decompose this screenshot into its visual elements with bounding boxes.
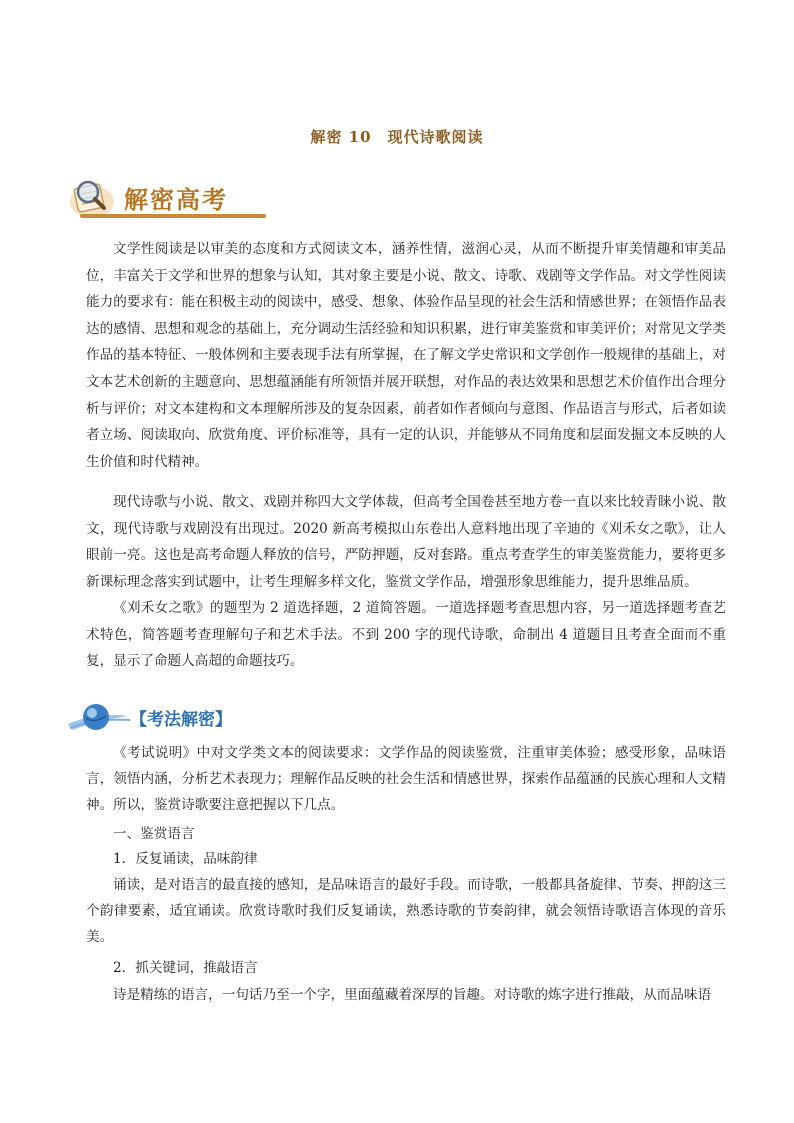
item-text-recite: 诵读，是对语言的最直接的感知，是品味语言的最好手段。而诗歌，一般都具备旋律、节奏、押韵这三个韵律要素，适宜诵读。欣赏诗歌时我们反复诵读，熟悉诗歌的节奏韵律，就会领悟诗歌语言体现的音乐美。	[86, 877, 726, 945]
banner-main-label: 解密高考	[124, 186, 228, 214]
intro-paragraph-1: 文学性阅读是以审美的态度和方式阅读文本，涵养性情，滋润心灵，从而不断提升审美情趣和审美品位，丰富关于文学和世界的想象与认知，其对象主要是小说、散文、诗歌、戏剧等文学作品。对文学性阅读能力的要求有：能在积极主动的阅读中，感受、想象、体验作品呈现的社会生活和情感世界；在领悟作品表达的感情、思想和观念的基础上，充分调动生活经验和知识积累，进行审美鉴赏和审美评价；对常见文学类作品的基本特征、一般体例和主要表现手法有所掌握，在了解文学史常识和文学创作一般规律的基础上，对文本艺术创新的主题意向、思想蕴涵能有所领悟并展开联想，对作品的表达效果和思想艺术价值作出合理分析与评价；对文本建构和文本理解所涉及的复杂因素，前者如作者倾向与意图、作品语言与形式，后者如读者立场、阅读取向、欣赏角度、评价标准等，具有一定的认识，并能够从不同角度和层面发掘文本反映的人生价值和时代精神。	[86, 241, 726, 470]
banner-main-underline	[80, 214, 266, 218]
doc-title: 解密 10 现代诗歌阅读	[310, 128, 484, 146]
intro-paragraph-2: 现代诗歌与小说、散文、戏剧并称四大文学体裁，但高考全国卷甚至地方卷一直以来比较青睐小说、散文，现代诗歌与戏剧没有出现过。2020 新高考模拟山东卷出人意料地出现了辛迪的《刈禾女之歌》，让人眼前一亮。这也是高考命题人释放的信号，严防押题，反对套路。重点考查学生的审美鉴赏能力，要将更多新课标理念落实到试题中，让考生理解多样文化，鉴赏文学作品，增强形象思维能力，提升思维品质。	[86, 494, 726, 590]
intro-paragraph-3: 《刈禾女之歌》的题型为 2 道选择题，2 道简答题。一道选择题考查思想内容，另一道选择题考查艺术特色，简答题考查理解句子和艺术手法。不到 200 字的现代诗歌，命制出 4 道题目且考查全面而不重复，显示了命题人高超的命题技巧。	[86, 600, 726, 670]
banner-main	[66, 174, 266, 222]
method-paragraph: 《考试说明》中对文学类文本的阅读要求：文学作品的阅读鉴赏，注重审美体验；感受形象，品味语言，领悟内涵，分析艺术表现力；理解作品反映的社会生活和情感世界，探索作品蕴涵的民族心理和人文精神。所以，鉴赏诗歌要注意把握以下几点。	[86, 745, 726, 813]
item-text-keywords: 诗是精练的语言，一句话乃至一个字，里面蕴藏着深厚的旨趣。对诗歌的炼字进行推敲，从而品味语	[113, 987, 712, 1003]
banner-sub	[66, 698, 266, 736]
section-title-appreciate-language: 一、鉴赏语言	[113, 826, 195, 842]
item-title-recite: 1．反复诵读，品味韵律	[113, 851, 258, 867]
item-title-keywords: 2．抓关键词，推敲语言	[113, 960, 258, 976]
banner-sub-label: 【考法解密】	[130, 710, 232, 730]
globe-icon	[66, 698, 132, 736]
